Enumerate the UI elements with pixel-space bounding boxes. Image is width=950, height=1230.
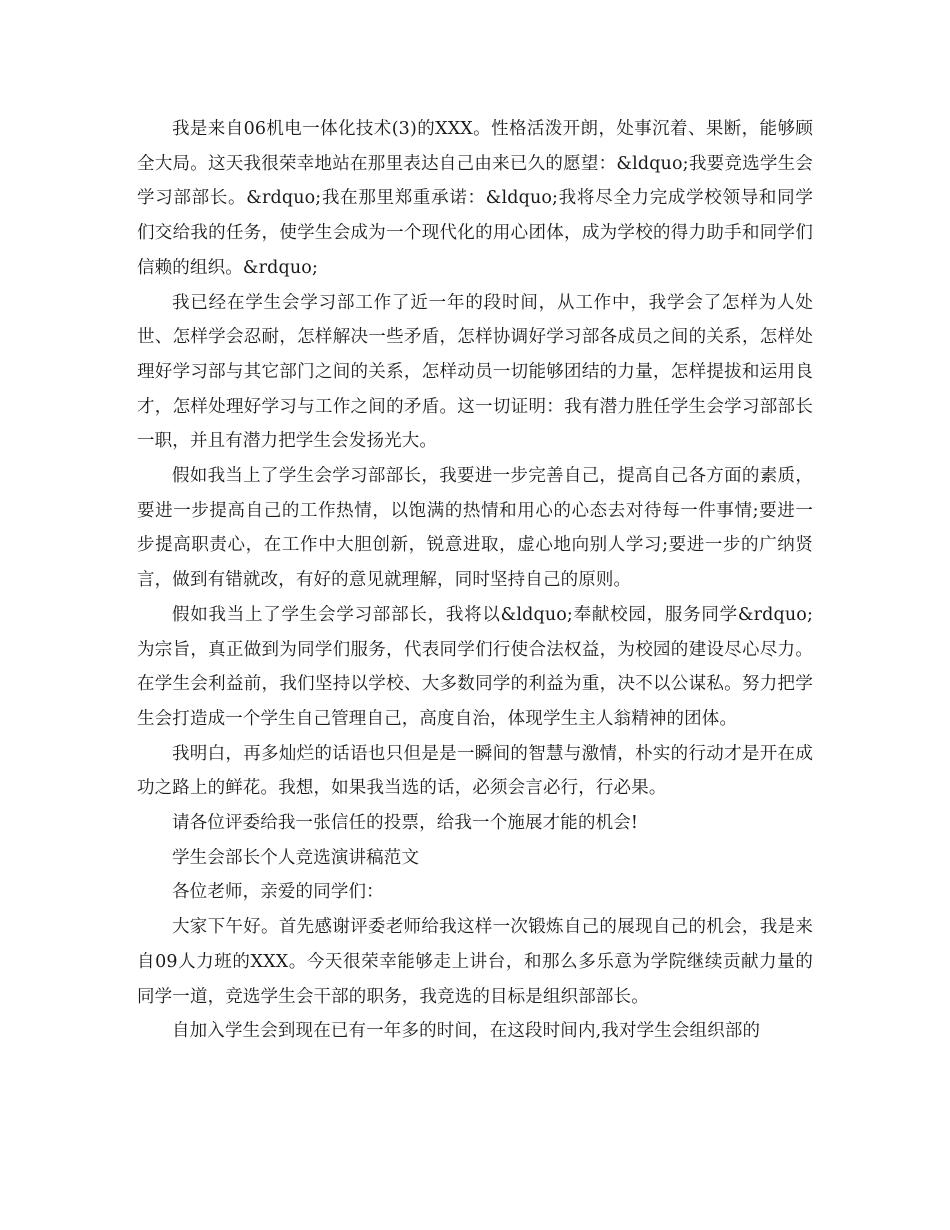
document-body [137, 112, 813, 1049]
section-title: 学生会部长个人竞选演讲稿范文 [172, 847, 420, 868]
paragraph-service-pledge: 假如我当上了学生会学习部部长，我将以&ldquo;奉献校园，服务同学&rdquo;为宗旨，真正做到为同学们服务，代表同学们行使合法权益，为校园的建设尽心尽力。在学生会利益前，我们坚持以学校、大多数同学的利益为重，决不以公谋私。努力把学生会打造成一个学生自己管理自己，高度自治，体现学生主人翁精神的团体。 [137, 604, 813, 729]
paragraph-self-improvement: 假如我当上了学生会学习部部长，我要进一步完善自己，提高自己各方面的素质，要进一步提高自己的工作热情，以饱满的热情和用心的心态去对待每一件事情;要进一步提高职责心，在工作中大胆创新，锐意进取，虚心地向别人学习;要进一步的广纳贤言，做到有错就改，有好的意见就理解，同时坚持自己的原则。 [137, 466, 813, 591]
paragraph-opening: 大家下午好。首先感谢评委老师给我这样一次锻炼自己的展现自己的机会，我是来自09人力班的XXX。今天很荣幸能够走上讲台，和那么多乐意为学院继续贡献力量的同学一道，竞选学生会干部的职务，我竞选的目标是组织部部长。 [137, 917, 813, 1007]
paragraph-action-statement: 我明白，再多灿烂的话语也只但是是一瞬间的智慧与激情，朴实的行动才是开在成功之路上的鲜花。我想，如果我当选的话，必须会言必行，行必果。 [137, 743, 813, 799]
paragraph-work-experience: 我已经在学生会学习部工作了近一年的段时间，从工作中，我学会了怎样为人处世、怎样学会忍耐，怎样解决一些矛盾，怎样协调好学习部各成员之间的关系，怎样处理好学习部与其它部门之间的关系，怎样动员一切能够团结的力量，怎样提拔和运用良才，怎样处理好学习与工作之间的矛盾。这一切证明：我有潜力胜任学生会学习部部长一职，并且有潜力把学生会发扬光大。 [137, 292, 813, 452]
paragraph-greeting: 各位老师，亲爱的同学们： [172, 882, 384, 903]
paragraph-self-introduction: 我是来自06机电一体化技术(3)的XXX。性格活泼开朗，处事沉着、果断，能够顾全大局。这天我很荣幸地站在那里表达自己由来已久的愿望：&ldquo;我要竞选学生会学习部部长。&rdquo;我在那里郑重承诺：&ldquo;我将尽全力完成学校领导和同学们交给我的任务，使学生会成为一个现代化的用心团体，成为学校的得力助手和同学们信赖的组织。&rdquo; [137, 119, 813, 278]
paragraph-experience-start: 自加入学生会到现在已有一年多的时间，在这段时间内,我对学生会组织部的 [172, 1021, 761, 1042]
paragraph-vote-request: 请各位评委给我一张信任的投票，给我一个施展才能的机会! [172, 813, 639, 834]
